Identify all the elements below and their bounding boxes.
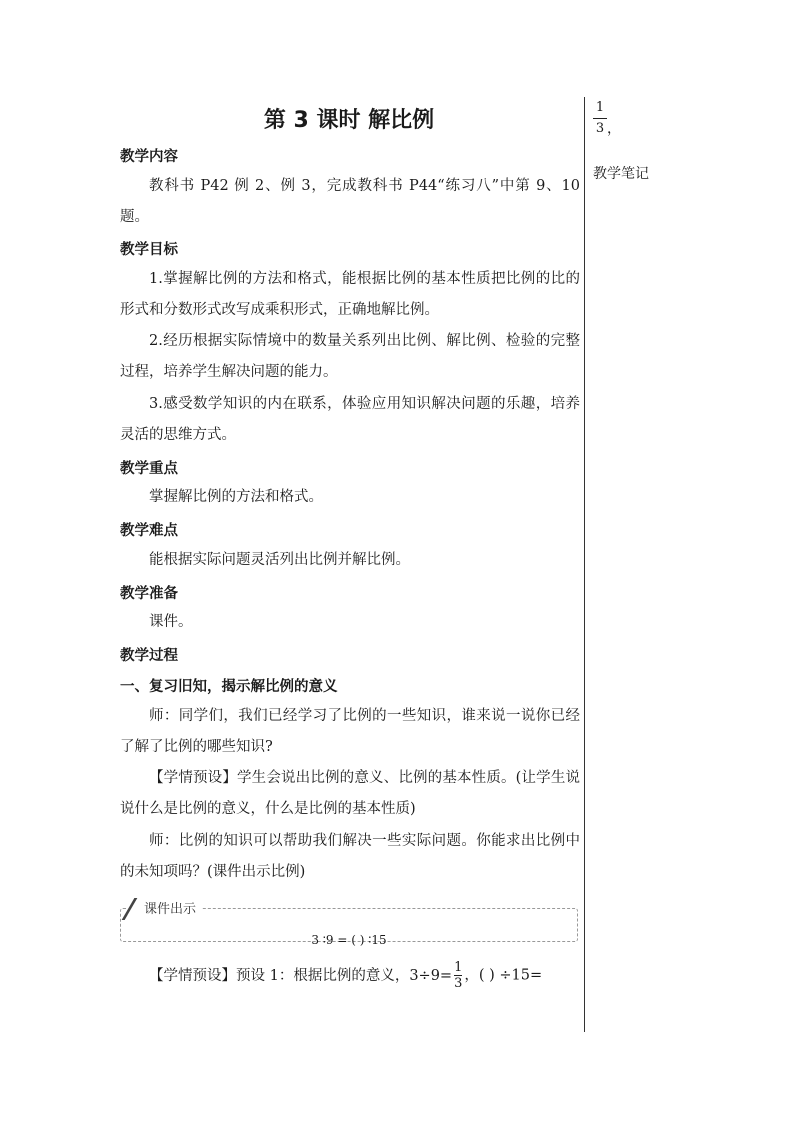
margin-fraction-denominator: 3 (595, 121, 605, 136)
goal-2: 2.经历根据实际情境中的数量关系列出比例、解比例、检验的完整过程，培养学生解决问题的能力。 (120, 333, 580, 380)
fraction-bar (593, 118, 607, 119)
difficult-points-heading: 教学难点 (120, 523, 178, 539)
student-preset-1: 【学情预设】学生会说出比例的意义、比例的基本性质。(让学生说说什么是比例的意义，什么是比例的基本性质) (120, 770, 580, 817)
courseware-equation: 3 ∶9 = ( ) ∶15 (311, 933, 387, 947)
margin-comma: ， (607, 121, 621, 137)
student-preset-2 (120, 960, 580, 992)
preset-2-prefix: 【学情预设】预设 1：根据比例的意义，3÷9= (149, 967, 453, 984)
goal-1: 1.掌握解比例的方法和格式，能根据比例的基本性质把比例的比的形式和分数形式改写成乘积形式，正确地解比例。 (120, 271, 580, 318)
key-points-text: 掌握解比例的方法和格式。 (149, 489, 323, 505)
courseware-box (120, 896, 578, 947)
margin-fraction-numerator: 1 (595, 100, 605, 115)
difficult-points-text: 能根据实际问题灵活列出比例并解比例。 (149, 552, 410, 568)
inline-fraction-denominator: 3 (454, 976, 463, 991)
margin-fraction (593, 100, 607, 137)
preparation-heading: 教学准备 (120, 586, 178, 602)
page-title: 第 3 课时 解比例 (263, 108, 435, 133)
courseware-label: 课件出示 (144, 902, 197, 917)
goal-3: 3.感受数学知识的内在联系，体验应用知识解决问题的乐趣，培养灵活的思维方式。 (120, 396, 580, 443)
inline-fraction (454, 960, 462, 991)
teacher-question-2: 师：比例的知识可以帮助我们解决一些实际问题。你能求出比例中的未知项吗？(课件出示比例) (120, 833, 580, 880)
preparation-text: 课件。 (149, 614, 193, 630)
goals-heading: 教学目标 (120, 242, 178, 258)
courseware-tab (128, 898, 202, 918)
process-heading: 教学过程 (120, 648, 178, 664)
content-heading: 教学内容 (120, 149, 178, 165)
preset-2-suffix: ，( ) ÷15= (464, 967, 543, 984)
content-text: 教科书 P42 例 2、例 3，完成教科书 P44“练习八”中第 9、10 题。 (120, 178, 580, 225)
step-1-heading: 一、复习旧知，揭示解比例的意义 (120, 679, 338, 695)
inline-fraction-numerator: 1 (454, 960, 463, 975)
margin-divider (584, 97, 585, 1032)
key-points-heading: 教学重点 (120, 461, 178, 477)
teacher-question-1: 师：同学们，我们已经学习了比例的一些知识，谁来说一说你已经了解了比例的哪些知识? (120, 708, 580, 755)
teaching-notes-label: 教学笔记 (593, 166, 649, 182)
